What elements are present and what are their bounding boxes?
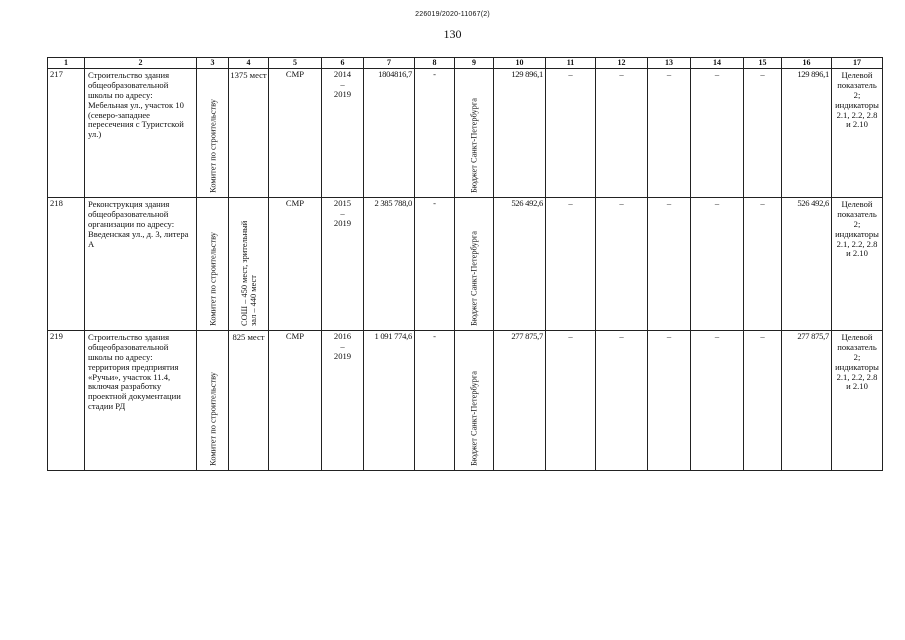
header-cell-1: 1 (48, 58, 85, 69)
period-cell (322, 331, 364, 471)
header-row (48, 58, 883, 69)
header-cell-17: 17 (832, 58, 883, 69)
row-number: 219 (48, 331, 85, 471)
header-cell-4: 4 (229, 58, 269, 69)
header-cell-15: 15 (744, 58, 782, 69)
table-row (48, 198, 883, 331)
header-cell-16: 16 (782, 58, 832, 69)
col13-cell: – (648, 331, 691, 471)
funding-source-text: Бюджет Санкт-Петербурга (469, 370, 479, 466)
header-cell-7: 7 (364, 58, 415, 69)
object-name: Реконструкция здания общеобразовательной организации по адресу: Введенская ул., д. 3, литера А (85, 198, 197, 331)
period-start: 2016 (333, 331, 352, 341)
header-cell-2: 2 (85, 58, 197, 69)
row-number: 218 (48, 198, 85, 331)
capacity-cell (229, 198, 269, 331)
header-cell-12: 12 (596, 58, 648, 69)
period-start: 2015 (333, 198, 352, 208)
period-dash: – (340, 207, 345, 218)
indicator-cell: Целевой показатель 2; индикаторы 2.1, 2.2, 2.8 и 2.10 (832, 198, 883, 331)
capacity-cell: 1375 мест (229, 69, 269, 198)
period-dash: – (340, 78, 345, 89)
period-cell (322, 69, 364, 198)
customer-cell (197, 198, 229, 331)
header-cell-10: 10 (494, 58, 546, 69)
period-dash: – (340, 340, 345, 351)
period-end: 2019 (333, 217, 352, 228)
work-type-cell: СМР (269, 198, 322, 331)
period-cell (322, 198, 364, 331)
header-cell-6: 6 (322, 58, 364, 69)
period-end: 2019 (333, 350, 352, 361)
customer-text: Комитет по строительству (207, 99, 217, 193)
header-cell-9: 9 (455, 58, 494, 69)
capacity-text: СОШ – 450 мест, зрительный зал – 440 мест (239, 220, 258, 326)
program-table (47, 57, 883, 471)
col15-cell: – (744, 69, 782, 198)
capacity-cell: 825 мест (229, 331, 269, 471)
col12-cell: – (596, 331, 648, 471)
table-row (48, 69, 883, 198)
funding-source-text: Бюджет Санкт-Петербурга (469, 97, 479, 193)
col16-cell: 277 875,7 (782, 331, 832, 471)
col16-cell: 526 492,6 (782, 198, 832, 331)
col10-cell: 129 896,1 (494, 69, 546, 198)
object-name: Строительство здания общеобразовательной школы по адресу: Мебельная ул., участок 10 (северо-западнее пересечения с Туристской ул.) (85, 69, 197, 198)
row-number: 217 (48, 69, 85, 198)
page-number: 130 (443, 27, 462, 41)
object-name: Строительство здания общеобразовательной школы по адресу: территория предприятия «Ручьи», участок 11.4, включая разработку проектной документации стадии РД (85, 331, 197, 471)
col14-cell: – (691, 69, 744, 198)
col8-cell: - (415, 198, 455, 331)
col8-cell: - (415, 331, 455, 471)
period-start: 2014 (333, 69, 352, 79)
col15-cell: – (744, 331, 782, 471)
header-cell-3: 3 (197, 58, 229, 69)
header-cell-14: 14 (691, 58, 744, 69)
total-cost-cell: 2 385 788,0 (364, 198, 415, 331)
customer-text: Комитет по строительству (207, 372, 217, 466)
funding-source-text: Бюджет Санкт-Петербурга (469, 230, 479, 326)
indicator-cell: Целевой показатель 2; индикаторы 2.1, 2.2, 2.8 и 2.10 (832, 331, 883, 471)
funding-source-cell (455, 331, 494, 471)
col12-cell: – (596, 69, 648, 198)
col14-cell: – (691, 331, 744, 471)
header-cell-11: 11 (546, 58, 596, 69)
work-type-cell: СМР (269, 69, 322, 198)
col11-cell: – (546, 69, 596, 198)
header-cell-8: 8 (415, 58, 455, 69)
col13-cell: – (648, 198, 691, 331)
customer-cell (197, 69, 229, 198)
period-end: 2019 (333, 88, 352, 99)
col8-cell: - (415, 69, 455, 198)
col12-cell: – (596, 198, 648, 331)
customer-cell (197, 331, 229, 471)
col10-cell: 526 492,6 (494, 198, 546, 331)
col15-cell: – (744, 198, 782, 331)
header-cell-13: 13 (648, 58, 691, 69)
header-cell-5: 5 (269, 58, 322, 69)
col11-cell: – (546, 331, 596, 471)
funding-source-cell (455, 198, 494, 331)
col14-cell: – (691, 198, 744, 331)
table-row (48, 331, 883, 471)
col16-cell: 129 896,1 (782, 69, 832, 198)
col13-cell: – (648, 69, 691, 198)
indicator-cell: Целевой показатель 2; индикаторы 2.1, 2.2, 2.8 и 2.10 (832, 69, 883, 198)
customer-text: Комитет по строительству (207, 232, 217, 326)
total-cost-cell: 1804816,7 (364, 69, 415, 198)
work-type-cell: СМР (269, 331, 322, 471)
col11-cell: – (546, 198, 596, 331)
total-cost-cell: 1 091 774,6 (364, 331, 415, 471)
funding-source-cell (455, 69, 494, 198)
col10-cell: 277 875,7 (494, 331, 546, 471)
document-id: 226019/2020-11067(2) (415, 11, 490, 18)
